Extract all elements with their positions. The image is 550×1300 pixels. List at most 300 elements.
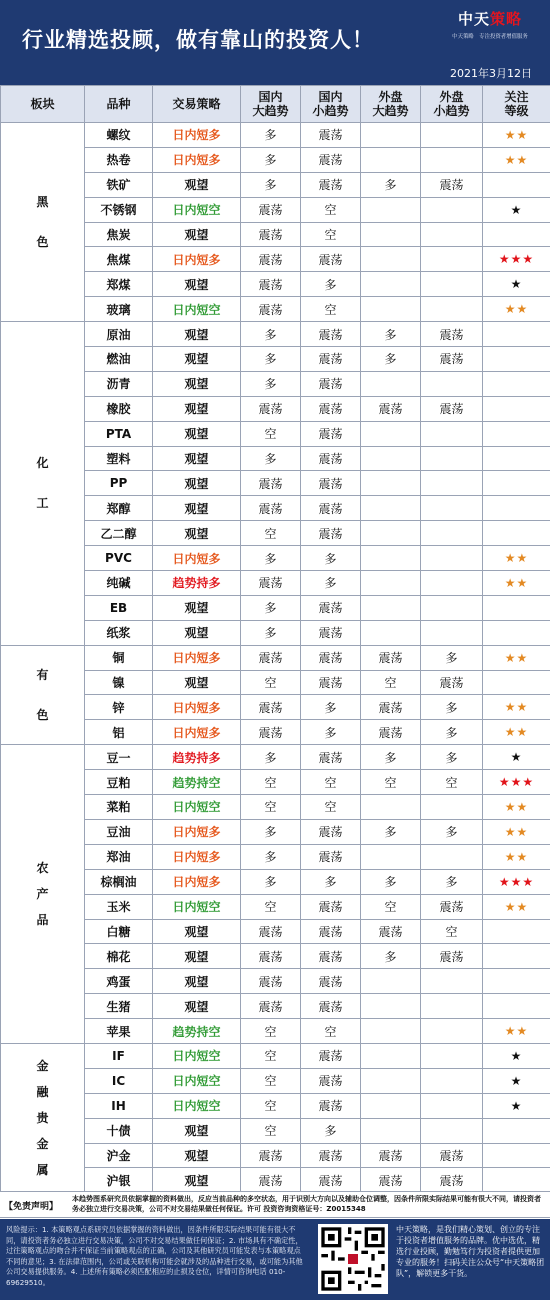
foreign-big-trend-cell: 多 bbox=[361, 172, 421, 197]
foreign-big-trend-cell bbox=[361, 197, 421, 222]
domestic-big-trend-cell: 震荡 bbox=[241, 471, 301, 496]
domestic-big-trend-cell: 空 bbox=[241, 795, 301, 820]
attention-level-cell: ★★ bbox=[483, 645, 550, 670]
attention-level-cell: ★ bbox=[483, 1068, 550, 1093]
attention-level-cell: ★★ bbox=[483, 571, 550, 596]
strategy-cell: 观望 bbox=[153, 969, 241, 994]
strategy-cell: 日内短空 bbox=[153, 1068, 241, 1093]
foreign-big-trend-cell bbox=[361, 446, 421, 471]
table-row bbox=[1, 123, 550, 148]
strategy-cell: 观望 bbox=[153, 919, 241, 944]
product-cell: 生猪 bbox=[85, 994, 153, 1019]
foreign-small-trend-cell: 空 bbox=[421, 919, 483, 944]
attention-level-cell: ★★ bbox=[483, 297, 550, 322]
strategy-table bbox=[0, 85, 550, 1193]
domestic-small-trend-cell: 震荡 bbox=[301, 645, 361, 670]
domestic-big-trend-cell: 多 bbox=[241, 147, 301, 172]
domestic-small-trend-cell: 震荡 bbox=[301, 396, 361, 421]
logo-name: 中天策略 bbox=[457, 10, 523, 28]
strategy-cell: 观望 bbox=[153, 396, 241, 421]
foreign-big-trend-cell bbox=[361, 471, 421, 496]
product-cell: 沪银 bbox=[85, 1168, 153, 1193]
product-cell: IH bbox=[85, 1093, 153, 1118]
table-header-row bbox=[1, 86, 550, 123]
domestic-big-trend-cell: 空 bbox=[241, 1093, 301, 1118]
product-cell: 白糖 bbox=[85, 919, 153, 944]
attention-level-cell bbox=[483, 371, 550, 396]
domestic-big-trend-cell: 震荡 bbox=[241, 645, 301, 670]
domestic-small-trend-cell: 震荡 bbox=[301, 123, 361, 148]
domestic-big-trend-cell: 多 bbox=[241, 745, 301, 770]
domestic-small-trend-cell: 空 bbox=[301, 1019, 361, 1044]
strategy-cell: 趋势持多 bbox=[153, 571, 241, 596]
foreign-big-trend-cell: 多 bbox=[361, 944, 421, 969]
strategy-cell: 日内短空 bbox=[153, 297, 241, 322]
foreign-small-trend-cell bbox=[421, 994, 483, 1019]
table-row bbox=[1, 745, 550, 770]
attention-level-cell bbox=[483, 620, 550, 645]
foreign-small-trend-cell bbox=[421, 123, 483, 148]
product-cell: PVC bbox=[85, 546, 153, 571]
domestic-big-trend-cell: 震荡 bbox=[241, 720, 301, 745]
table-row bbox=[1, 322, 550, 347]
strategy-cell: 观望 bbox=[153, 471, 241, 496]
strategy-cell: 观望 bbox=[153, 371, 241, 396]
product-cell: 原油 bbox=[85, 322, 153, 347]
foreign-small-trend-cell bbox=[421, 272, 483, 297]
product-cell: 纯碱 bbox=[85, 571, 153, 596]
strategy-cell: 观望 bbox=[153, 272, 241, 297]
product-cell: 螺纹 bbox=[85, 123, 153, 148]
col-sector-header: 板块 bbox=[1, 86, 85, 123]
attention-level-cell bbox=[483, 1143, 550, 1168]
col-foreign-small-header: 外盘 小趋势 bbox=[421, 86, 483, 123]
foreign-small-trend-cell: 多 bbox=[421, 720, 483, 745]
domestic-big-trend-cell: 空 bbox=[241, 1019, 301, 1044]
sector-label: 金 融 贵 金 属 bbox=[1, 1043, 85, 1192]
logo-tagline: 中天策略 专注投资者增值服务 bbox=[452, 33, 528, 40]
attention-level-cell: ★ bbox=[483, 1043, 550, 1068]
domestic-small-trend-cell: 多 bbox=[301, 695, 361, 720]
foreign-small-trend-cell bbox=[421, 471, 483, 496]
domestic-big-trend-cell: 震荡 bbox=[241, 944, 301, 969]
strategy-cell: 趋势持空 bbox=[153, 770, 241, 795]
foreign-big-trend-cell bbox=[361, 844, 421, 869]
attention-level-cell bbox=[483, 969, 550, 994]
strategy-cell: 观望 bbox=[153, 944, 241, 969]
product-cell: 镍 bbox=[85, 670, 153, 695]
product-cell: 热卷 bbox=[85, 147, 153, 172]
foreign-small-trend-cell: 多 bbox=[421, 819, 483, 844]
strategy-cell: 观望 bbox=[153, 1168, 241, 1193]
product-cell: 铝 bbox=[85, 720, 153, 745]
product-cell: 燃油 bbox=[85, 347, 153, 372]
strategy-cell: 观望 bbox=[153, 322, 241, 347]
product-cell: 苹果 bbox=[85, 1019, 153, 1044]
domestic-big-trend-cell: 多 bbox=[241, 546, 301, 571]
domestic-small-trend-cell: 震荡 bbox=[301, 446, 361, 471]
domestic-big-trend-cell: 空 bbox=[241, 770, 301, 795]
domestic-small-trend-cell: 震荡 bbox=[301, 322, 361, 347]
domestic-small-trend-cell: 空 bbox=[301, 770, 361, 795]
attention-level-cell: ★ bbox=[483, 1093, 550, 1118]
domestic-big-trend-cell: 多 bbox=[241, 620, 301, 645]
foreign-big-trend-cell bbox=[361, 1118, 421, 1143]
foreign-small-trend-cell bbox=[421, 1019, 483, 1044]
domestic-small-trend-cell: 空 bbox=[301, 795, 361, 820]
col-product-header: 品种 bbox=[85, 86, 153, 123]
product-cell: 郑醇 bbox=[85, 496, 153, 521]
foreign-small-trend-cell: 震荡 bbox=[421, 172, 483, 197]
product-cell: 铁矿 bbox=[85, 172, 153, 197]
strategy-cell: 日内短多 bbox=[153, 147, 241, 172]
foreign-big-trend-cell: 多 bbox=[361, 819, 421, 844]
attention-level-cell bbox=[483, 222, 550, 247]
attention-level-cell: ★★★ bbox=[483, 770, 550, 795]
strategy-cell: 观望 bbox=[153, 595, 241, 620]
domestic-big-trend-cell: 震荡 bbox=[241, 197, 301, 222]
foreign-small-trend-cell bbox=[421, 371, 483, 396]
strategy-cell: 观望 bbox=[153, 421, 241, 446]
disclaimer-bar bbox=[0, 1191, 550, 1218]
foreign-big-trend-cell bbox=[361, 297, 421, 322]
attention-level-cell: ★★ bbox=[483, 720, 550, 745]
foreign-small-trend-cell: 多 bbox=[421, 695, 483, 720]
col-domestic-big-header: 国内 大趋势 bbox=[241, 86, 301, 123]
product-cell: 郑油 bbox=[85, 844, 153, 869]
foreign-big-trend-cell bbox=[361, 994, 421, 1019]
foreign-small-trend-cell: 多 bbox=[421, 745, 483, 770]
foreign-big-trend-cell bbox=[361, 546, 421, 571]
attention-level-cell: ★ bbox=[483, 745, 550, 770]
foreign-big-trend-cell bbox=[361, 371, 421, 396]
attention-level-cell: ★★★ bbox=[483, 869, 550, 894]
domestic-small-trend-cell: 震荡 bbox=[301, 670, 361, 695]
strategy-cell: 观望 bbox=[153, 620, 241, 645]
strategy-cell: 日内短多 bbox=[153, 695, 241, 720]
foreign-big-trend-cell bbox=[361, 620, 421, 645]
col-strategy-header: 交易策略 bbox=[153, 86, 241, 123]
domestic-big-trend-cell: 多 bbox=[241, 172, 301, 197]
domestic-big-trend-cell: 震荡 bbox=[241, 272, 301, 297]
page-title: 行业精选投顾，做有靠山的投资人！ bbox=[22, 28, 374, 52]
domestic-big-trend-cell: 多 bbox=[241, 371, 301, 396]
foreign-big-trend-cell: 震荡 bbox=[361, 396, 421, 421]
product-cell: PTA bbox=[85, 421, 153, 446]
foreign-small-trend-cell bbox=[421, 620, 483, 645]
foreign-big-trend-cell bbox=[361, 272, 421, 297]
strategy-cell: 日内短空 bbox=[153, 795, 241, 820]
foreign-small-trend-cell: 震荡 bbox=[421, 894, 483, 919]
domestic-big-trend-cell: 震荡 bbox=[241, 222, 301, 247]
foreign-small-trend-cell: 震荡 bbox=[421, 1143, 483, 1168]
attention-level-cell bbox=[483, 471, 550, 496]
domestic-big-trend-cell: 空 bbox=[241, 421, 301, 446]
strategy-cell: 日内短多 bbox=[153, 645, 241, 670]
domestic-big-trend-cell: 空 bbox=[241, 521, 301, 546]
col-level-header: 关注 等级 bbox=[483, 86, 550, 123]
foreign-big-trend-cell bbox=[361, 595, 421, 620]
strategy-cell: 日内短多 bbox=[153, 869, 241, 894]
product-cell: 鸡蛋 bbox=[85, 969, 153, 994]
foreign-big-trend-cell: 震荡 bbox=[361, 919, 421, 944]
foreign-small-trend-cell bbox=[421, 546, 483, 571]
strategy-cell: 日内短空 bbox=[153, 197, 241, 222]
domestic-big-trend-cell: 空 bbox=[241, 1068, 301, 1093]
attention-level-cell: ★ bbox=[483, 272, 550, 297]
foreign-small-trend-cell bbox=[421, 197, 483, 222]
domestic-small-trend-cell: 震荡 bbox=[301, 1093, 361, 1118]
product-cell: 铜 bbox=[85, 645, 153, 670]
strategy-cell: 趋势持多 bbox=[153, 745, 241, 770]
col-domestic-small-header: 国内 小趋势 bbox=[301, 86, 361, 123]
foreign-small-trend-cell: 空 bbox=[421, 770, 483, 795]
attention-level-cell bbox=[483, 396, 550, 421]
foreign-small-trend-cell: 震荡 bbox=[421, 347, 483, 372]
domestic-big-trend-cell: 空 bbox=[241, 1043, 301, 1068]
attention-level-cell: ★★ bbox=[483, 546, 550, 571]
strategy-cell: 观望 bbox=[153, 222, 241, 247]
domestic-big-trend-cell: 空 bbox=[241, 670, 301, 695]
foreign-small-trend-cell bbox=[421, 421, 483, 446]
domestic-small-trend-cell: 震荡 bbox=[301, 421, 361, 446]
qr-code-graphic bbox=[318, 1224, 388, 1294]
domestic-small-trend-cell: 多 bbox=[301, 571, 361, 596]
report-date: 2021年3月12日 bbox=[450, 67, 532, 80]
domestic-small-trend-cell: 震荡 bbox=[301, 347, 361, 372]
domestic-big-trend-cell: 震荡 bbox=[241, 969, 301, 994]
foreign-small-trend-cell: 多 bbox=[421, 869, 483, 894]
foreign-big-trend-cell: 震荡 bbox=[361, 1168, 421, 1193]
domestic-big-trend-cell: 多 bbox=[241, 123, 301, 148]
product-cell: 棕榈油 bbox=[85, 869, 153, 894]
domestic-small-trend-cell: 震荡 bbox=[301, 521, 361, 546]
domestic-small-trend-cell: 震荡 bbox=[301, 844, 361, 869]
product-cell: 玻璃 bbox=[85, 297, 153, 322]
attention-level-cell: ★★ bbox=[483, 795, 550, 820]
domestic-big-trend-cell: 多 bbox=[241, 869, 301, 894]
product-cell: 橡胶 bbox=[85, 396, 153, 421]
foreign-small-trend-cell bbox=[421, 222, 483, 247]
domestic-big-trend-cell: 震荡 bbox=[241, 1168, 301, 1193]
domestic-big-trend-cell: 震荡 bbox=[241, 695, 301, 720]
foreign-big-trend-cell: 空 bbox=[361, 670, 421, 695]
product-cell: 十债 bbox=[85, 1118, 153, 1143]
domestic-big-trend-cell: 震荡 bbox=[241, 994, 301, 1019]
domestic-big-trend-cell: 空 bbox=[241, 1118, 301, 1143]
strategy-cell: 日内短多 bbox=[153, 720, 241, 745]
domestic-big-trend-cell: 多 bbox=[241, 844, 301, 869]
domestic-big-trend-cell: 多 bbox=[241, 322, 301, 347]
foreign-big-trend-cell: 震荡 bbox=[361, 720, 421, 745]
attention-level-cell: ★★ bbox=[483, 695, 550, 720]
foreign-big-trend-cell bbox=[361, 571, 421, 596]
strategy-cell: 观望 bbox=[153, 496, 241, 521]
domestic-small-trend-cell: 多 bbox=[301, 869, 361, 894]
attention-level-cell bbox=[483, 446, 550, 471]
foreign-big-trend-cell bbox=[361, 795, 421, 820]
table-row bbox=[1, 1043, 550, 1068]
foreign-small-trend-cell bbox=[421, 247, 483, 272]
strategy-cell: 观望 bbox=[153, 670, 241, 695]
product-cell: IC bbox=[85, 1068, 153, 1093]
domestic-big-trend-cell: 震荡 bbox=[241, 297, 301, 322]
attention-level-cell bbox=[483, 1168, 550, 1193]
foreign-big-trend-cell bbox=[361, 969, 421, 994]
domestic-small-trend-cell: 震荡 bbox=[301, 994, 361, 1019]
qr-code[interactable] bbox=[318, 1224, 388, 1294]
domestic-small-trend-cell: 震荡 bbox=[301, 919, 361, 944]
domestic-small-trend-cell: 多 bbox=[301, 546, 361, 571]
foreign-small-trend-cell bbox=[421, 1043, 483, 1068]
domestic-small-trend-cell: 震荡 bbox=[301, 1168, 361, 1193]
strategy-cell: 日内短空 bbox=[153, 1043, 241, 1068]
strategy-cell: 日内短空 bbox=[153, 1093, 241, 1118]
attention-level-cell: ★★ bbox=[483, 844, 550, 869]
domestic-small-trend-cell: 震荡 bbox=[301, 496, 361, 521]
domestic-small-trend-cell: 震荡 bbox=[301, 1143, 361, 1168]
product-cell: 玉米 bbox=[85, 894, 153, 919]
product-cell: 塑料 bbox=[85, 446, 153, 471]
foreign-small-trend-cell bbox=[421, 297, 483, 322]
product-cell: 纸浆 bbox=[85, 620, 153, 645]
attention-level-cell: ★★ bbox=[483, 123, 550, 148]
attention-level-cell bbox=[483, 521, 550, 546]
strategy-cell: 日内短空 bbox=[153, 894, 241, 919]
about-text: 中天策略，是我们精心策划、创立的专注于投资者增值服务的品牌。优中选优，精选行业投顾，勤勉笃行为投资者提供更加专业的服务！扫码关注公众号“中天策略团队”，解锁更多干货。 bbox=[396, 1225, 545, 1278]
attention-level-cell: ★★★ bbox=[483, 247, 550, 272]
attention-level-cell bbox=[483, 347, 550, 372]
strategy-cell: 日内短多 bbox=[153, 844, 241, 869]
foreign-big-trend-cell: 震荡 bbox=[361, 1143, 421, 1168]
foreign-small-trend-cell: 震荡 bbox=[421, 396, 483, 421]
foreign-small-trend-cell bbox=[421, 844, 483, 869]
foreign-small-trend-cell: 多 bbox=[421, 645, 483, 670]
foreign-big-trend-cell bbox=[361, 247, 421, 272]
sector-label: 有 色 bbox=[1, 645, 85, 745]
foreign-big-trend-cell bbox=[361, 1068, 421, 1093]
foreign-big-trend-cell bbox=[361, 1093, 421, 1118]
attention-level-cell: ★★ bbox=[483, 819, 550, 844]
foreign-small-trend-cell bbox=[421, 1068, 483, 1093]
domestic-big-trend-cell: 多 bbox=[241, 446, 301, 471]
foreign-small-trend-cell bbox=[421, 595, 483, 620]
foreign-small-trend-cell: 震荡 bbox=[421, 1168, 483, 1193]
foreign-small-trend-cell bbox=[421, 969, 483, 994]
domestic-small-trend-cell: 震荡 bbox=[301, 894, 361, 919]
domestic-small-trend-cell: 空 bbox=[301, 197, 361, 222]
page-header bbox=[0, 0, 550, 85]
foreign-big-trend-cell bbox=[361, 123, 421, 148]
table-row bbox=[1, 645, 550, 670]
disclaimer-label: 【免责声明】 bbox=[4, 1202, 59, 1212]
domestic-big-trend-cell: 震荡 bbox=[241, 1143, 301, 1168]
product-cell: 焦煤 bbox=[85, 247, 153, 272]
domestic-small-trend-cell: 震荡 bbox=[301, 969, 361, 994]
col-foreign-big-header: 外盘 大趋势 bbox=[361, 86, 421, 123]
foreign-big-trend-cell bbox=[361, 521, 421, 546]
domestic-small-trend-cell: 多 bbox=[301, 1118, 361, 1143]
domestic-small-trend-cell: 震荡 bbox=[301, 944, 361, 969]
domestic-small-trend-cell: 震荡 bbox=[301, 371, 361, 396]
domestic-big-trend-cell: 空 bbox=[241, 894, 301, 919]
brand-logo bbox=[444, 8, 536, 42]
foreign-small-trend-cell bbox=[421, 1093, 483, 1118]
foreign-small-trend-cell bbox=[421, 496, 483, 521]
foreign-big-trend-cell: 多 bbox=[361, 322, 421, 347]
product-cell: 豆油 bbox=[85, 819, 153, 844]
attention-level-cell bbox=[483, 172, 550, 197]
strategy-cell: 日内短多 bbox=[153, 247, 241, 272]
foreign-big-trend-cell: 震荡 bbox=[361, 645, 421, 670]
attention-level-cell bbox=[483, 421, 550, 446]
foreign-big-trend-cell: 多 bbox=[361, 347, 421, 372]
strategy-cell: 日内短多 bbox=[153, 123, 241, 148]
domestic-small-trend-cell: 震荡 bbox=[301, 620, 361, 645]
domestic-big-trend-cell: 震荡 bbox=[241, 571, 301, 596]
domestic-big-trend-cell: 震荡 bbox=[241, 247, 301, 272]
foreign-big-trend-cell bbox=[361, 147, 421, 172]
foreign-big-trend-cell: 多 bbox=[361, 869, 421, 894]
domestic-small-trend-cell: 震荡 bbox=[301, 172, 361, 197]
foreign-big-trend-cell: 震荡 bbox=[361, 695, 421, 720]
attention-level-cell bbox=[483, 994, 550, 1019]
product-cell: 沪金 bbox=[85, 1143, 153, 1168]
foreign-big-trend-cell bbox=[361, 1019, 421, 1044]
strategy-cell: 日内短多 bbox=[153, 546, 241, 571]
product-cell: 棉花 bbox=[85, 944, 153, 969]
product-cell: 豆一 bbox=[85, 745, 153, 770]
product-cell: 菜粕 bbox=[85, 795, 153, 820]
domestic-small-trend-cell: 震荡 bbox=[301, 595, 361, 620]
foreign-big-trend-cell: 空 bbox=[361, 770, 421, 795]
domestic-small-trend-cell: 多 bbox=[301, 272, 361, 297]
domestic-small-trend-cell: 震荡 bbox=[301, 819, 361, 844]
product-cell: 不锈钢 bbox=[85, 197, 153, 222]
foreign-big-trend-cell bbox=[361, 1043, 421, 1068]
foreign-small-trend-cell bbox=[421, 1118, 483, 1143]
product-cell: PP bbox=[85, 471, 153, 496]
product-cell: 郑煤 bbox=[85, 272, 153, 297]
foreign-big-trend-cell bbox=[361, 421, 421, 446]
strategy-cell: 日内短多 bbox=[153, 819, 241, 844]
domestic-small-trend-cell: 多 bbox=[301, 720, 361, 745]
attention-level-cell: ★★ bbox=[483, 1019, 550, 1044]
page-footer bbox=[0, 1219, 550, 1300]
strategy-cell: 观望 bbox=[153, 1118, 241, 1143]
domestic-small-trend-cell: 震荡 bbox=[301, 745, 361, 770]
domestic-big-trend-cell: 震荡 bbox=[241, 919, 301, 944]
foreign-big-trend-cell: 空 bbox=[361, 894, 421, 919]
strategy-cell: 观望 bbox=[153, 1143, 241, 1168]
table-body bbox=[1, 123, 550, 1193]
domestic-small-trend-cell: 震荡 bbox=[301, 247, 361, 272]
product-cell: EB bbox=[85, 595, 153, 620]
foreign-small-trend-cell bbox=[421, 521, 483, 546]
product-cell: 豆粕 bbox=[85, 770, 153, 795]
strategy-cell: 观望 bbox=[153, 994, 241, 1019]
domestic-big-trend-cell: 震荡 bbox=[241, 496, 301, 521]
foreign-small-trend-cell: 震荡 bbox=[421, 944, 483, 969]
attention-level-cell: ★★ bbox=[483, 147, 550, 172]
foreign-small-trend-cell bbox=[421, 147, 483, 172]
domestic-small-trend-cell: 空 bbox=[301, 222, 361, 247]
foreign-small-trend-cell: 震荡 bbox=[421, 322, 483, 347]
domestic-big-trend-cell: 震荡 bbox=[241, 396, 301, 421]
attention-level-cell bbox=[483, 670, 550, 695]
strategy-cell: 观望 bbox=[153, 172, 241, 197]
foreign-big-trend-cell bbox=[361, 222, 421, 247]
